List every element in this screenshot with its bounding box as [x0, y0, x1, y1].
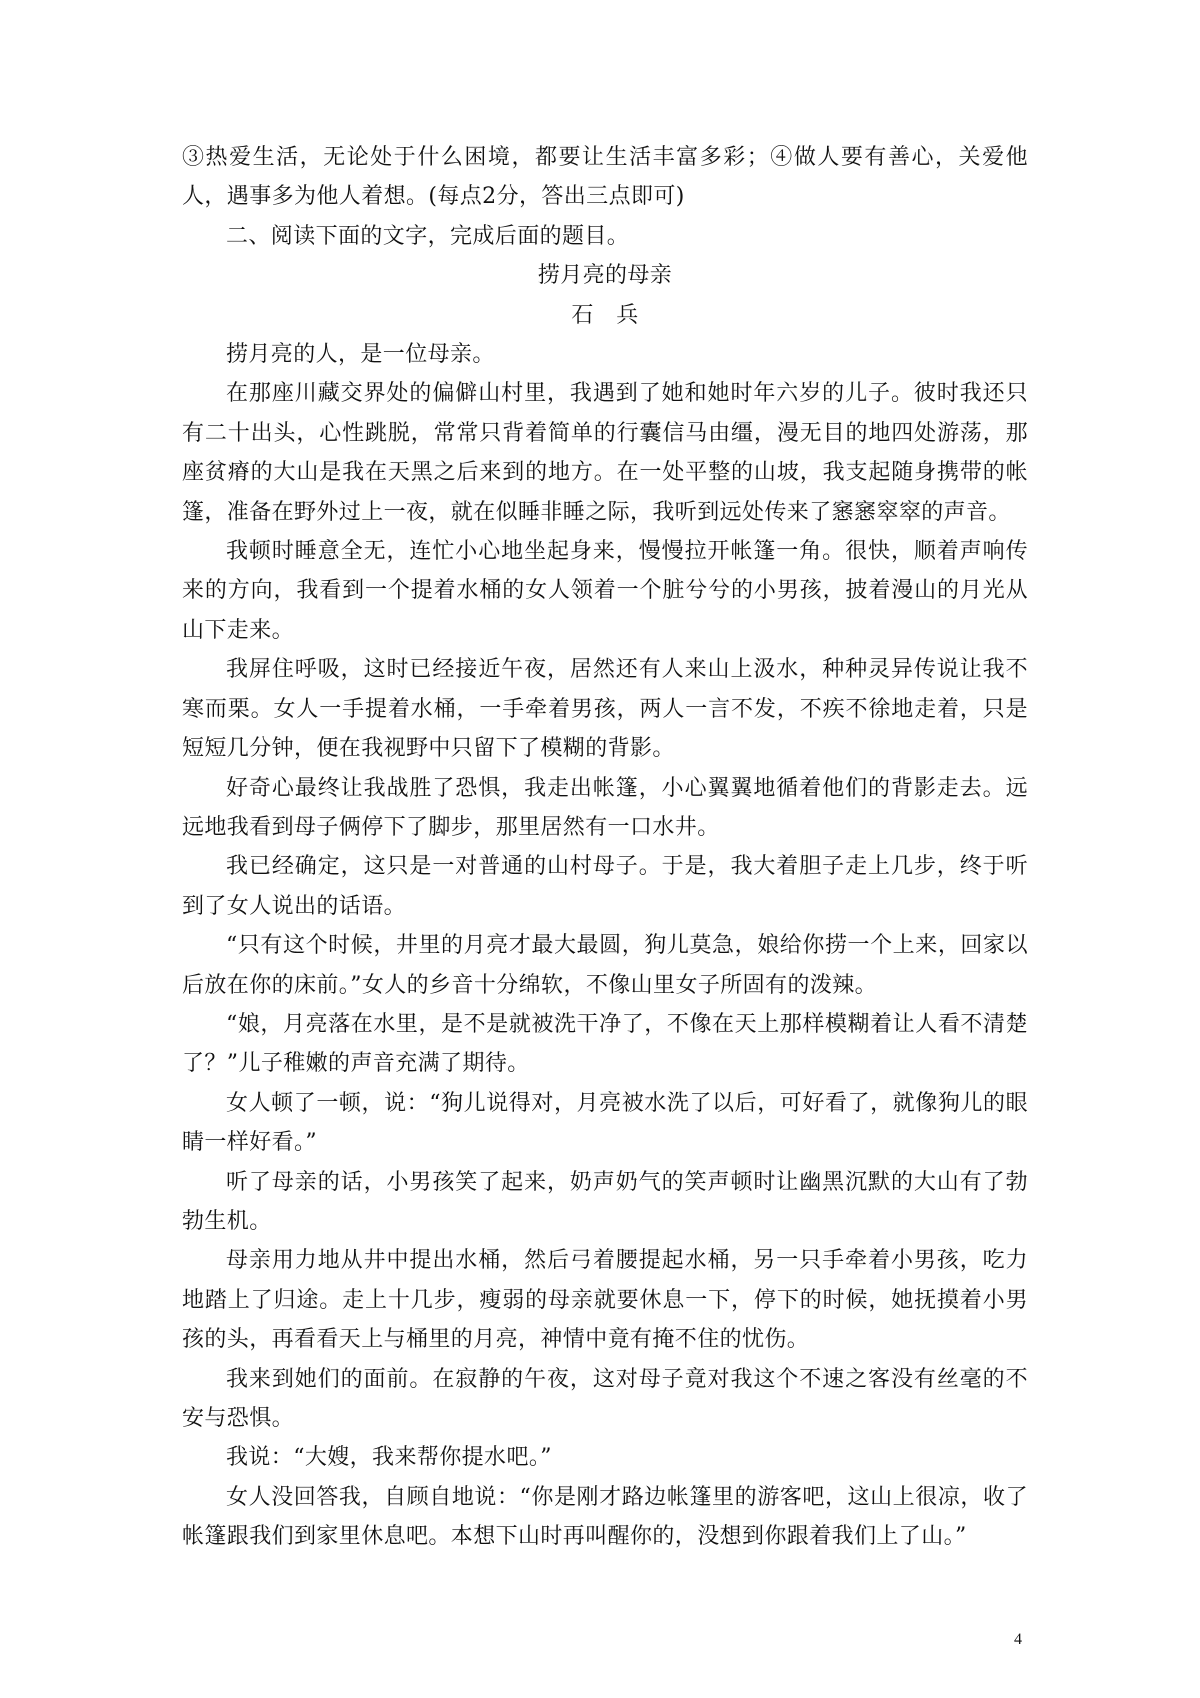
- article-paragraph: 我来到她们的面前。在寂静的午夜，这对母子竟对我这个不速之客没有丝毫的不安与恐惧。: [182, 1366, 1028, 1431]
- article-title: 捞月亮的母亲: [537, 263, 673, 289]
- article-paragraph: “只有这个时候，井里的月亮才最大最圆，狗儿莫急，娘给你捞一个上来，回家以后放在你的床前。”女人的乡音十分绵软，不像山里女子所固有的泼辣。: [182, 933, 1028, 998]
- section-instruction: 二、阅读下面的文字，完成后面的题目。: [226, 223, 630, 249]
- article-paragraph: 女人顿了一顿，说：“狗儿说得对，月亮被水洗了以后，可好看了，就像狗儿的眼睛一样好看。”: [182, 1090, 1028, 1156]
- article-paragraph: 好奇心最终让我战胜了恐惧，我走出帐篷，小心翼翼地循着他们的背影走去。远远地我看到母子俩停下了脚步，那里居然有一口水井。: [182, 775, 1028, 840]
- article-paragraph: 我说：“大嫂，我来帮你提水吧。”: [226, 1445, 552, 1471]
- article-paragraph: “娘，月亮落在水里，是不是就被洗干净了，不像在天上那样模糊着让人看不清楚了？”儿子稚嫩的声音充满了期待。: [182, 1011, 1028, 1077]
- article-paragraph: 我顿时睡意全无，连忙小心地坐起身来，慢慢拉开帐篷一角。很快，顺着声响传来的方向，我看到一个提着水桶的女人领着一个脏兮兮的小男孩，披着漫山的月光从山下走来。: [182, 539, 1028, 643]
- article-paragraph: 女人没回答我，自顾自地说：“你是刚才路边帐篷里的游客吧，这山上很凉，收了帐篷跟我们到家里休息吧。本想下山时再叫醒你的，没想到你跟着我们上了山。”: [182, 1484, 1028, 1550]
- article-paragraph: 我已经确定，这只是一对普通的山村母子。于是，我大着胆子走上几步，终于听到了女人说出的话语。: [182, 854, 1028, 919]
- answer-continuation: ③热爱生活，无论处于什么困境，都要让生活丰富多彩；④做人要有善心，关爱他人，遇事多为他人着想。(每点2分，答出三点即可): [182, 145, 1028, 210]
- article-paragraph: 母亲用力地从井中提出水桶，然后弓着腰提起水桶，另一只手牵着小男孩，吃力地踏上了归途。走上十几步，瘦弱的母亲就要休息一下，停下的时候，她抚摸着小男孩的头，再看看天上与桶里的月亮，神情中竟有掩不住的忧伤。: [182, 1248, 1028, 1353]
- article-paragraph: 在那座川藏交界处的偏僻山村里，我遇到了她和她时年六岁的儿子。彼时我还只有二十出头，心性跳脱，常常只背着简单的行囊信马由缰，漫无目的地四处游荡，那座贫瘠的大山是我在天黑之后来到的地方。在一处平整的山坡，我支起随身携带的帐篷，准备在野外过上一夜，就在似睡非睡之际，我听到远处传来了窸窸窣窣的声音。: [182, 381, 1028, 525]
- page-number: 4: [1014, 1631, 1022, 1648]
- article-paragraph: 我屏住呼吸，这时已经接近午夜，居然还有人来山上汲水，种种灵异传说让我不寒而栗。女人一手提着水桶，一手牵着男孩，两人一言不发，不疾不徐地走着，只是短短几分钟，便在我视野中只留下了模糊的背影。: [182, 657, 1028, 762]
- article-author: 石 兵: [571, 302, 639, 328]
- article-paragraph: 听了母亲的话，小男孩笑了起来，奶声奶气的笑声顿时让幽黑沉默的大山有了勃勃生机。: [182, 1169, 1028, 1234]
- document-body: [182, 138, 1028, 1557]
- article-paragraph: 捞月亮的人，是一位母亲。: [226, 342, 495, 368]
